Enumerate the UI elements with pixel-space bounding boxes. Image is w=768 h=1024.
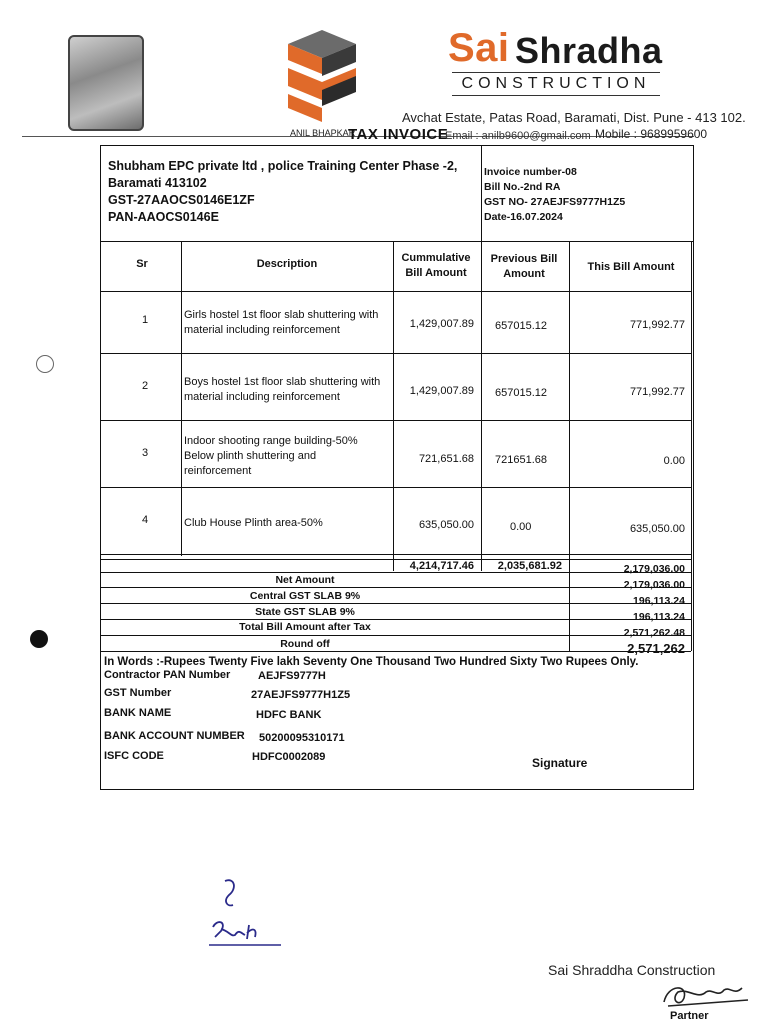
row-1-previous: 657015.12 bbox=[495, 320, 547, 332]
total-after-tax-label: Total Bill Amount after Tax bbox=[239, 621, 371, 633]
ifsc-value: HDFC0002089 bbox=[252, 751, 326, 763]
bank-name-label: BANK NAME bbox=[104, 707, 172, 719]
client-details bbox=[108, 158, 457, 226]
net-amount-value: 2,179,036.00 bbox=[623, 579, 685, 591]
row-2-description: Boys hostel 1st floor slab shuttering with material including reinforcement bbox=[184, 376, 381, 403]
row-1-cumulative: 1,429,007.89 bbox=[409, 318, 474, 330]
gst-label: GST Number bbox=[104, 687, 172, 699]
sgst-value: 196,113.24 bbox=[633, 611, 685, 623]
round-off-label: Round off bbox=[280, 638, 330, 650]
row-2-sr: 2 bbox=[142, 380, 149, 392]
row-2-previous: 657015.12 bbox=[495, 387, 547, 399]
col-header-description: Description bbox=[256, 258, 318, 270]
deity-photo bbox=[68, 35, 144, 131]
cgst-value: 196,113.24 bbox=[633, 595, 685, 607]
col-header-previous: Previous Bill Amount bbox=[490, 253, 558, 280]
invoice-number: Invoice number-08 bbox=[484, 166, 577, 178]
bill-number: Bill No.-2nd RA bbox=[484, 181, 561, 193]
col-header-sr: Sr bbox=[136, 258, 148, 270]
handwritten-initials bbox=[205, 875, 285, 955]
total-previous: 2,035,681.92 bbox=[497, 560, 562, 572]
signature-label: Signature bbox=[532, 756, 588, 770]
partner-signature bbox=[658, 978, 754, 1014]
punch-hole-outline bbox=[36, 355, 54, 373]
row-1-sr: 1 bbox=[142, 314, 149, 326]
company-address: Avchat Estate, Patas Road, Baramati, Dist. Pune - 413 102. bbox=[402, 110, 746, 125]
total-after-tax-value: 2,571,262.48 bbox=[623, 627, 685, 639]
client-gst: GST-27AAOCS0146E1ZF bbox=[108, 193, 255, 207]
row-3-cumulative: 721,651.68 bbox=[418, 453, 474, 465]
row-3-this-bill: 0.00 bbox=[663, 455, 685, 467]
row-3-description: Indoor shooting range building-50% Below plinth shuttering and reinforcement bbox=[184, 435, 358, 477]
account-number-value: 50200095310171 bbox=[259, 732, 345, 744]
company-logo bbox=[286, 28, 358, 124]
company-mobile: Mobile : 9689959600 bbox=[595, 127, 708, 141]
row-1-this-bill: 771,992.77 bbox=[629, 319, 685, 331]
amount-in-words: In Words :-Rupees Twenty Five lakh Seventy One Thousand Two Hundred Sixty Two Rupees Only. bbox=[104, 656, 639, 668]
document-title: TAX INVOICE bbox=[348, 126, 449, 143]
pan-value: AEJFS9777H bbox=[258, 670, 326, 682]
total-this-bill: 2,179,036.00 bbox=[623, 563, 685, 575]
row-3-previous: 721651.68 bbox=[495, 454, 547, 466]
row-2-cumulative: 1,429,007.89 bbox=[409, 385, 474, 397]
row-2-this-bill: 771,992.77 bbox=[629, 386, 685, 398]
client-city: Baramati 413102 bbox=[108, 176, 207, 190]
row-1-description: Girls hostel 1st floor slab shuttering with material including reinforcement bbox=[184, 309, 379, 336]
brand-tagline: CONSTRUCTION bbox=[452, 72, 660, 96]
row-4-sr: 4 bbox=[142, 514, 149, 526]
sgst-label: State GST SLAB 9% bbox=[255, 606, 355, 618]
cgst-label: Central GST SLAB 9% bbox=[249, 590, 361, 602]
col-header-this-bill: This Bill Amount bbox=[587, 261, 675, 273]
invoice-meta bbox=[484, 165, 625, 225]
bank-name-value: HDFC BANK bbox=[256, 709, 322, 721]
net-amount-label: Net Amount bbox=[275, 574, 335, 586]
firm-name: Sai Shraddha Construction bbox=[548, 962, 716, 978]
invoice-date: Date-16.07.2024 bbox=[484, 211, 563, 223]
row-4-cumulative: 635,050.00 bbox=[418, 519, 474, 531]
invoice-gst: GST NO- 27AEJFS9777H1Z5 bbox=[484, 196, 626, 208]
ifsc-label: ISFC CODE bbox=[104, 750, 164, 762]
gst-value: 27AEJFS9777H1Z5 bbox=[251, 689, 351, 701]
client-name: Shubham EPC private ltd , police Training Center Phase -2, bbox=[108, 159, 458, 173]
brand-name-shradha: Shradha bbox=[515, 30, 663, 71]
brand-name-sai: Sai bbox=[448, 26, 510, 70]
punch-hole-mark bbox=[30, 630, 48, 648]
col-header-cumulative: Cummulative Bill Amount bbox=[401, 252, 471, 279]
row-4-description: Club House Plinth area-50% bbox=[184, 517, 323, 529]
client-pan: PAN-AAOCS0146E bbox=[108, 210, 219, 224]
pan-label: Contractor PAN Number bbox=[104, 669, 231, 681]
total-cumulative: 4,214,717.46 bbox=[409, 560, 474, 572]
company-email: Email : anilb9600@gmail.com bbox=[445, 130, 591, 142]
partner-label: Partner bbox=[670, 1010, 709, 1022]
row-4-this-bill: 635,050.00 bbox=[629, 523, 685, 535]
round-off-value: 2,571,262 bbox=[627, 641, 685, 656]
row-3-sr: 3 bbox=[142, 447, 149, 459]
account-number-label: BANK ACCOUNT NUMBER bbox=[104, 730, 245, 742]
proprietor-name: ANIL BHAPKAR bbox=[290, 128, 356, 138]
row-4-previous: 0.00 bbox=[510, 521, 532, 533]
